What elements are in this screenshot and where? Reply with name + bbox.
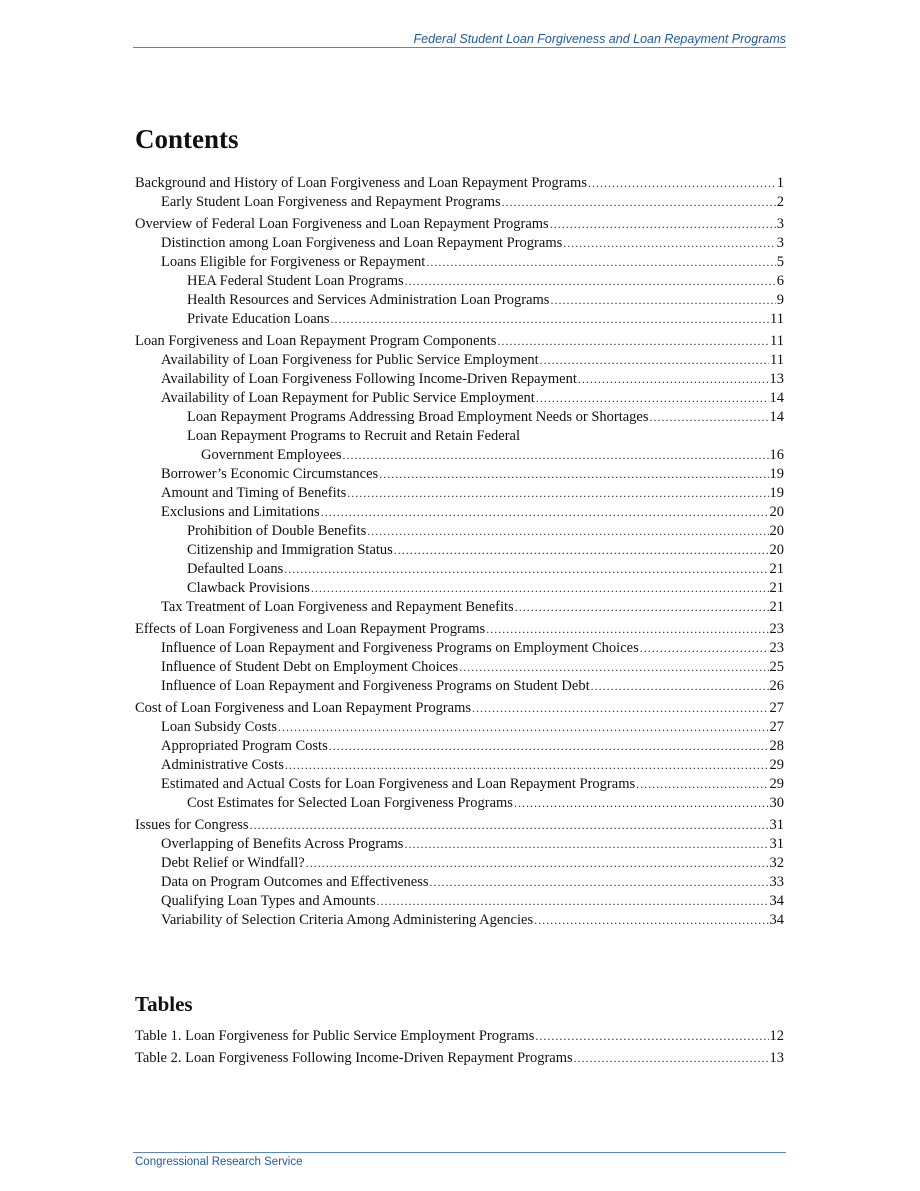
toc-entry[interactable] — [135, 794, 784, 813]
toc-page-number: 30 — [769, 795, 784, 811]
toc-page-number: 19 — [769, 485, 784, 501]
toc-entry[interactable] — [135, 193, 784, 212]
toc-page-number: 2 — [776, 194, 784, 210]
toc-page-number: 21 — [769, 599, 784, 615]
header-rule — [133, 47, 786, 48]
toc-page-number: 20 — [769, 523, 784, 539]
dot-leader — [550, 215, 776, 234]
dot-leader — [405, 272, 776, 291]
toc-entry[interactable] — [135, 816, 784, 835]
toc-entry-title: Cost of Loan Forgiveness and Loan Repayment Programs — [135, 700, 471, 716]
footer-text: Congressional Research Service — [135, 1156, 303, 1168]
toc-page-number: 9 — [776, 292, 784, 308]
toc-page-number: 23 — [769, 640, 784, 656]
toc-entry-title: Borrower’s Economic Circumstances — [161, 466, 379, 482]
toc-entry[interactable] — [135, 892, 784, 911]
toc-entry[interactable] — [135, 737, 784, 756]
toc-entry[interactable] — [135, 775, 784, 794]
toc-entry-title: Cost Estimates for Selected Loan Forgiveness Programs — [187, 795, 513, 811]
toc-entry-title: Overlapping of Benefits Across Programs — [161, 836, 404, 852]
toc-entry[interactable] — [135, 911, 784, 930]
toc-page-number: 11 — [770, 352, 784, 368]
toc-entry[interactable] — [135, 598, 784, 617]
toc-page-number: 3 — [776, 235, 784, 251]
toc-page-number: 26 — [769, 678, 784, 694]
footer-rule — [133, 1152, 786, 1153]
toc-page-number: 6 — [776, 273, 784, 289]
dot-leader — [588, 174, 776, 193]
running-header: Federal Student Loan Forgiveness and Loan Repayment Programs — [413, 32, 786, 46]
toc-page-number: 33 — [769, 874, 784, 890]
toc-entry-title: Defaulted Loans — [187, 561, 284, 577]
toc-entry-title: Influence of Loan Repayment and Forgiveness Programs on Employment Choices — [161, 640, 639, 656]
dot-leader — [650, 408, 769, 427]
dot-leader — [321, 503, 769, 522]
toc-entry[interactable] — [135, 408, 784, 427]
dot-leader — [404, 835, 768, 854]
contents-title: Contents — [135, 124, 239, 154]
toc-page-number: 29 — [769, 776, 784, 792]
dot-leader — [426, 253, 775, 272]
toc-page-number: 14 — [769, 390, 784, 406]
toc-entry[interactable] — [135, 234, 784, 253]
toc-entry[interactable] — [135, 465, 784, 484]
dot-leader — [459, 658, 768, 677]
toc-page-number: 25 — [769, 659, 784, 675]
toc-entry-title: Availability of Loan Repayment for Public Service Employment — [161, 390, 535, 406]
toc-entry[interactable] — [135, 854, 784, 873]
toc-entry-title: Variability of Selection Criteria Among Administering Agencies — [161, 912, 534, 928]
toc-entry-title: Table 1. Loan Forgiveness for Public Service Employment Programs — [135, 1028, 535, 1044]
toc-entry-title: Issues for Congress — [135, 817, 249, 833]
dot-leader — [250, 816, 769, 835]
toc-page-number: 32 — [769, 855, 784, 871]
list-of-tables — [135, 1027, 784, 1071]
toc-page-number: 27 — [769, 700, 784, 716]
dot-leader — [514, 794, 769, 813]
toc-page-number: 19 — [769, 466, 784, 482]
dot-leader — [377, 892, 769, 911]
dot-leader — [540, 351, 769, 370]
toc-page-number: 34 — [769, 912, 784, 928]
toc-page-number: 20 — [769, 504, 784, 520]
toc-entry-title: Availability of Loan Forgiveness for Public Service Employment — [161, 352, 539, 368]
toc-entry[interactable] — [135, 873, 784, 892]
toc-entry[interactable] — [135, 370, 784, 389]
toc-entry-title: Clawback Provisions — [187, 580, 310, 596]
toc-entry[interactable] — [135, 291, 784, 310]
toc-page-number: 21 — [769, 561, 784, 577]
toc-entry-title: Overview of Federal Loan Forgiveness and Loan Repayment Programs — [135, 216, 549, 232]
toc-entry-title: Health Resources and Services Administration Loan Programs — [187, 292, 550, 308]
toc-entry-title: Loan Repayment Programs to Recruit and Retain Federal — [187, 428, 521, 444]
toc-entry-title: Early Student Loan Forgiveness and Repayment Programs — [161, 194, 501, 210]
toc-entry-title: Loans Eligible for Forgiveness or Repayment — [161, 254, 426, 270]
dot-leader — [367, 522, 768, 541]
toc-entry-title: Tax Treatment of Loan Forgiveness and Repayment Benefits — [161, 599, 514, 615]
toc-entry[interactable] — [135, 427, 784, 446]
dot-leader — [502, 193, 776, 212]
toc-entry-title: Table 2. Loan Forgiveness Following Income-Driven Repayment Programs — [135, 1050, 573, 1066]
dot-leader — [379, 465, 768, 484]
dot-leader — [574, 1049, 769, 1068]
dot-leader — [497, 332, 769, 351]
toc-entry-title: Background and History of Loan Forgiveness and Loan Repayment Programs — [135, 175, 587, 191]
toc-entry-title: Availability of Loan Forgiveness Following Income-Driven Repayment — [161, 371, 577, 387]
toc-entry-title: Influence of Student Debt on Employment Choices — [161, 659, 459, 675]
toc-entry-title: Private Education Loans — [187, 311, 330, 327]
dot-leader — [640, 639, 769, 658]
toc-entry-title: Amount and Timing of Benefits — [161, 485, 347, 501]
dot-leader — [536, 389, 769, 408]
tables-title: Tables — [135, 992, 193, 1016]
toc-entry-title: Prohibition of Double Benefits — [187, 523, 367, 539]
toc-entry[interactable] — [135, 351, 784, 370]
toc-page-number: 29 — [769, 757, 784, 773]
toc-entry-title: Qualifying Loan Types and Amounts — [161, 893, 376, 909]
toc-page-number: 31 — [769, 836, 784, 852]
dot-leader — [591, 677, 769, 696]
toc-entry-title: Estimated and Actual Costs for Loan Forgiveness and Loan Repayment Programs — [161, 776, 636, 792]
toc-entry[interactable] — [135, 253, 784, 272]
toc-page-number: 13 — [769, 371, 784, 387]
toc-page-number: 11 — [770, 333, 784, 349]
toc-page-number: 21 — [769, 580, 784, 596]
dot-leader — [636, 775, 768, 794]
dot-leader — [486, 620, 768, 639]
toc-entry[interactable] — [135, 541, 784, 560]
toc-entry[interactable] — [135, 579, 784, 598]
toc-entry[interactable] — [135, 446, 784, 465]
toc-page-number: 34 — [769, 893, 784, 909]
toc-entry-title: Loan Forgiveness and Loan Repayment Program Components — [135, 333, 497, 349]
toc-entry[interactable] — [135, 560, 784, 579]
toc-entry-title: Exclusions and Limitations — [161, 504, 320, 520]
dot-leader — [284, 560, 768, 579]
toc-page-number: 27 — [769, 719, 784, 735]
toc-entry[interactable] — [135, 699, 784, 718]
toc-entry-title: Administrative Costs — [161, 757, 284, 773]
toc-page-number: 31 — [769, 817, 784, 833]
toc-entry-title: Government Employees — [201, 447, 342, 463]
toc-entry-title: Data on Program Outcomes and Effectiveness — [161, 874, 429, 890]
toc-entry[interactable] — [135, 272, 784, 291]
toc-entry[interactable] — [135, 718, 784, 737]
toc-entry[interactable] — [135, 658, 784, 677]
toc-entry[interactable] — [135, 310, 784, 329]
toc-entry-title: Loan Repayment Programs Addressing Broad Employment Needs or Shortages — [187, 409, 649, 425]
toc-page-number: 20 — [769, 542, 784, 558]
toc-entry-title: Loan Subsidy Costs — [161, 719, 278, 735]
toc-entry-title: Citizenship and Immigration Status — [187, 542, 393, 558]
toc-entry[interactable] — [135, 174, 784, 193]
toc-entry[interactable] — [135, 215, 784, 234]
toc-page-number: 14 — [769, 409, 784, 425]
toc-entry[interactable] — [135, 522, 784, 541]
dot-leader — [285, 756, 769, 775]
toc-page-number: 13 — [769, 1050, 784, 1066]
toc-page-number: 12 — [769, 1028, 784, 1044]
toc-page-number: 5 — [776, 254, 784, 270]
dot-leader — [550, 291, 775, 310]
toc-entry-title: Debt Relief or Windfall? — [161, 855, 305, 871]
dot-leader — [535, 1027, 768, 1046]
toc-entry[interactable] — [135, 1049, 784, 1068]
toc-page-number: 3 — [776, 216, 784, 232]
toc-entry[interactable] — [135, 389, 784, 408]
toc-entry[interactable] — [135, 756, 784, 775]
dot-leader — [343, 446, 769, 465]
dot-leader — [534, 911, 768, 930]
dot-leader — [329, 737, 769, 756]
toc-entry[interactable] — [135, 332, 784, 351]
dot-leader — [578, 370, 769, 389]
toc-entry-title: HEA Federal Student Loan Programs — [187, 273, 404, 289]
dot-leader — [394, 541, 769, 560]
toc-entry-title: Effects of Loan Forgiveness and Loan Repayment Programs — [135, 621, 486, 637]
dot-leader — [278, 718, 768, 737]
toc-page-number: 11 — [770, 311, 784, 327]
dot-leader — [563, 234, 776, 253]
table-of-contents — [135, 174, 784, 930]
dot-leader — [311, 579, 769, 598]
toc-entry[interactable] — [135, 835, 784, 854]
toc-page-number: 1 — [776, 175, 784, 191]
toc-entry[interactable] — [135, 484, 784, 503]
toc-entry-title: Distinction among Loan Forgiveness and Loan Repayment Programs — [161, 235, 563, 251]
dot-leader — [347, 484, 768, 503]
toc-entry[interactable] — [135, 620, 784, 639]
toc-page-number: 23 — [769, 621, 784, 637]
toc-entry-title: Appropriated Program Costs — [161, 738, 328, 754]
toc-entry[interactable] — [135, 1027, 784, 1046]
dot-leader — [472, 699, 769, 718]
dot-leader — [430, 873, 769, 892]
toc-entry-title: Influence of Loan Repayment and Forgiveness Programs on Student Debt — [161, 678, 590, 694]
dot-leader — [331, 310, 769, 329]
toc-page-number: 16 — [769, 447, 784, 463]
toc-entry[interactable] — [135, 639, 784, 658]
toc-entry[interactable] — [135, 677, 784, 696]
toc-entry[interactable] — [135, 503, 784, 522]
dot-leader — [515, 598, 769, 617]
dot-leader — [306, 854, 769, 873]
toc-page-number: 28 — [769, 738, 784, 754]
